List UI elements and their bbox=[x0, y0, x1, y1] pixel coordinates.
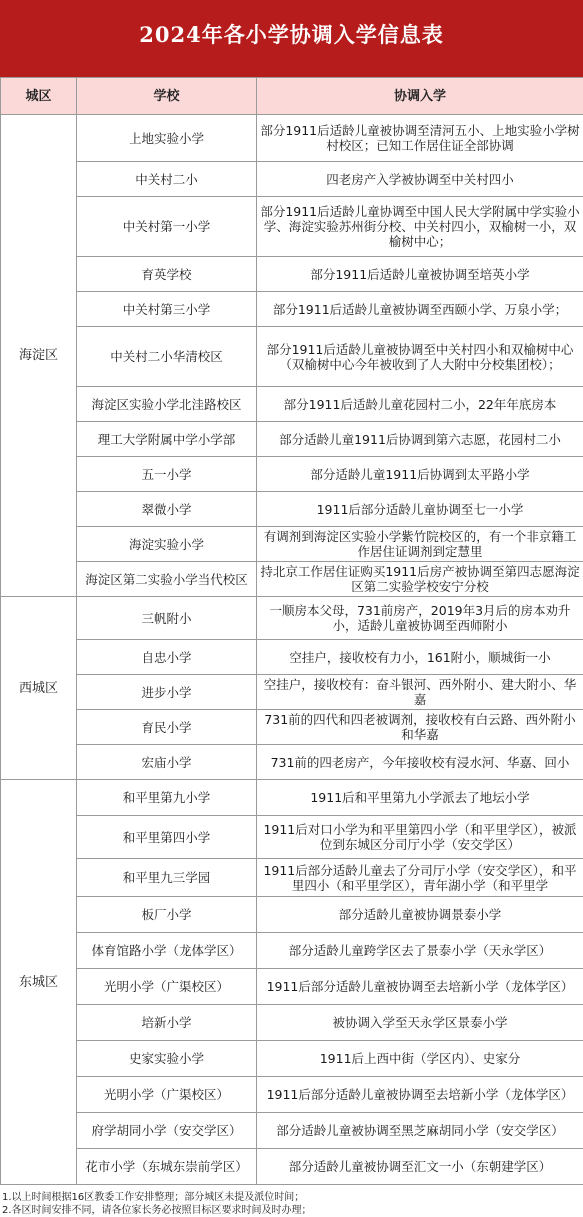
table-row bbox=[1, 859, 583, 897]
table-row bbox=[1, 1149, 583, 1185]
note-cell: 部分1911后适龄儿童被协调至培英小学 bbox=[257, 257, 583, 292]
school-cell: 和平里第四小学 bbox=[77, 816, 257, 859]
note-cell: 有调剂到海淀区实验小学紫竹院校区的，有一个非京籍工作居住证调剂到定慧里 bbox=[257, 527, 583, 562]
school-cell: 海淀区第二实验小学当代校区 bbox=[77, 562, 257, 597]
table-row bbox=[1, 1113, 583, 1149]
table-row bbox=[1, 527, 583, 562]
page-title: 2024年各小学协调入学信息表 bbox=[0, 0, 583, 77]
school-cell: 中关村二小 bbox=[77, 162, 257, 197]
table-row bbox=[1, 897, 583, 933]
school-cell: 光明小学（广渠校区） bbox=[77, 1077, 257, 1113]
note-cell: 部分1911后适龄儿童协调至中国人民大学附属中学实验小学、海淀实验苏州街分校、中关村四小，双榆树一小，双榆树中心； bbox=[257, 197, 583, 257]
note-cell: 部分适龄儿童被协调至汇文一小（东朝建学区） bbox=[257, 1149, 583, 1185]
table-row bbox=[1, 710, 583, 745]
table-row bbox=[1, 675, 583, 710]
school-cell: 翠微小学 bbox=[77, 492, 257, 527]
school-cell: 育民小学 bbox=[77, 710, 257, 745]
school-cell: 中关村第一小学 bbox=[77, 197, 257, 257]
note-cell: 部分适龄儿童被协调至黑芝麻胡同小学（安交学区） bbox=[257, 1113, 583, 1149]
note-cell: 被协调入学至天永学区景泰小学 bbox=[257, 1005, 583, 1041]
district-cell: 东城区 bbox=[1, 780, 77, 1185]
school-cell: 体育馆路小学（龙体学区） bbox=[77, 933, 257, 969]
table-row bbox=[1, 292, 583, 327]
header-note: 协调入学 bbox=[257, 78, 583, 115]
table-row bbox=[1, 327, 583, 387]
school-cell: 光明小学（广渠校区） bbox=[77, 969, 257, 1005]
note-cell: 部分适龄儿童1911后协调到太平路小学 bbox=[257, 457, 583, 492]
note-cell: 731前的四代和四老被调剂，接收校有白云路、西外附小和华嘉 bbox=[257, 710, 583, 745]
table-header-row bbox=[1, 78, 583, 115]
table-row bbox=[1, 387, 583, 422]
table-row bbox=[1, 1041, 583, 1077]
note-cell: 部分1911后适龄儿童被协调至中关村四小和双榆树中心（双榆树中心今年被收到了人大附中分校集团校）； bbox=[257, 327, 583, 387]
note-cell: 部分适龄儿童跨学区去了景泰小学（天永学区） bbox=[257, 933, 583, 969]
table-row bbox=[1, 257, 583, 292]
table-row bbox=[1, 816, 583, 859]
table-row bbox=[1, 115, 583, 162]
footnote-2: 2.各区时间安排不同，请各位家长务必按照目标区要求时间及时办理； bbox=[2, 1204, 581, 1217]
table-row bbox=[1, 969, 583, 1005]
table-row bbox=[1, 597, 583, 640]
school-cell: 中关村二小华清校区 bbox=[77, 327, 257, 387]
note-cell: 1911后部分适龄儿童协调至七一小学 bbox=[257, 492, 583, 527]
note-cell: 731前的四老房产，今年接收校有浸水河、华嘉、回小 bbox=[257, 745, 583, 780]
table-row bbox=[1, 492, 583, 527]
school-cell: 上地实验小学 bbox=[77, 115, 257, 162]
table-row bbox=[1, 780, 583, 816]
note-cell: 部分适龄儿童1911后协调到第六志愿，花园村二小 bbox=[257, 422, 583, 457]
table-row bbox=[1, 162, 583, 197]
note-cell: 一顺房本父母，731前房产，2019年3月后的房本劝升小，适龄儿童被协调至西师附小 bbox=[257, 597, 583, 640]
table-row bbox=[1, 197, 583, 257]
school-cell: 宏庙小学 bbox=[77, 745, 257, 780]
table-row bbox=[1, 562, 583, 597]
table-row bbox=[1, 422, 583, 457]
table-row bbox=[1, 933, 583, 969]
school-cell: 育英学校 bbox=[77, 257, 257, 292]
school-cell: 理工大学附属中学小学部 bbox=[77, 422, 257, 457]
footnotes bbox=[0, 1185, 583, 1217]
note-cell: 部分1911后适龄儿童被协调至西颐小学、万泉小学； bbox=[257, 292, 583, 327]
note-cell: 持北京工作居住证购买1911后房产被协调至第四志愿海淀区第二实验学校安宁分校 bbox=[257, 562, 583, 597]
school-cell: 海淀区实验小学北洼路校区 bbox=[77, 387, 257, 422]
school-cell: 自忠小学 bbox=[77, 640, 257, 675]
info-table bbox=[0, 77, 583, 1185]
note-cell: 空挂户，接收校有：奋斗银河、西外附小、建大附小、华嘉 bbox=[257, 675, 583, 710]
school-cell: 中关村第三小学 bbox=[77, 292, 257, 327]
note-cell: 1911后部分适龄儿童被协调至去培新小学（龙体学区） bbox=[257, 1077, 583, 1113]
note-cell: 部分1911后适龄儿童被协调至清河五小、上地实验小学树村校区；已知工作居住证全部协调 bbox=[257, 115, 583, 162]
note-cell: 四老房产入学被协调至中关村四小 bbox=[257, 162, 583, 197]
table-row bbox=[1, 745, 583, 780]
note-cell: 1911后部分适龄儿童被协调至去培新小学（龙体学区） bbox=[257, 969, 583, 1005]
note-cell: 1911后对口小学为和平里第四小学（和平里学区），被派位到东城区分司厅小学（安交学区） bbox=[257, 816, 583, 859]
school-cell: 进步小学 bbox=[77, 675, 257, 710]
school-cell: 和平里九三学园 bbox=[77, 859, 257, 897]
school-cell: 和平里第九小学 bbox=[77, 780, 257, 816]
school-cell: 府学胡同小学（安交学区） bbox=[77, 1113, 257, 1149]
district-cell: 西城区 bbox=[1, 597, 77, 780]
table-row bbox=[1, 640, 583, 675]
header-school: 学校 bbox=[77, 78, 257, 115]
district-cell: 海淀区 bbox=[1, 115, 77, 597]
table-row bbox=[1, 1077, 583, 1113]
table-row bbox=[1, 1005, 583, 1041]
school-cell: 五一小学 bbox=[77, 457, 257, 492]
school-cell: 培新小学 bbox=[77, 1005, 257, 1041]
school-cell: 板厂小学 bbox=[77, 897, 257, 933]
footnote-1: 1.以上时间根据16区教委工作安排整理；部分城区未提及派位时间； bbox=[2, 1191, 581, 1204]
note-cell: 1911后上西中街（学区内）、史家分 bbox=[257, 1041, 583, 1077]
note-cell: 1911后部分适龄儿童去了分司厅小学（安交学区），和平里四小（和平里学区），青年湖小学（和平里学 bbox=[257, 859, 583, 897]
table-row bbox=[1, 457, 583, 492]
school-cell: 三帆附小 bbox=[77, 597, 257, 640]
note-cell: 部分适龄儿童被协调景泰小学 bbox=[257, 897, 583, 933]
header-district: 城区 bbox=[1, 78, 77, 115]
note-cell: 空挂户，接收校有力小，161附小，顺城街一小 bbox=[257, 640, 583, 675]
school-cell: 海淀实验小学 bbox=[77, 527, 257, 562]
note-cell: 1911后和平里第九小学派去了地坛小学 bbox=[257, 780, 583, 816]
school-cell: 花市小学（东城东崇前学区） bbox=[77, 1149, 257, 1185]
school-cell: 史家实验小学 bbox=[77, 1041, 257, 1077]
note-cell: 部分1911后适龄儿童花园村二小，22年年底房本 bbox=[257, 387, 583, 422]
